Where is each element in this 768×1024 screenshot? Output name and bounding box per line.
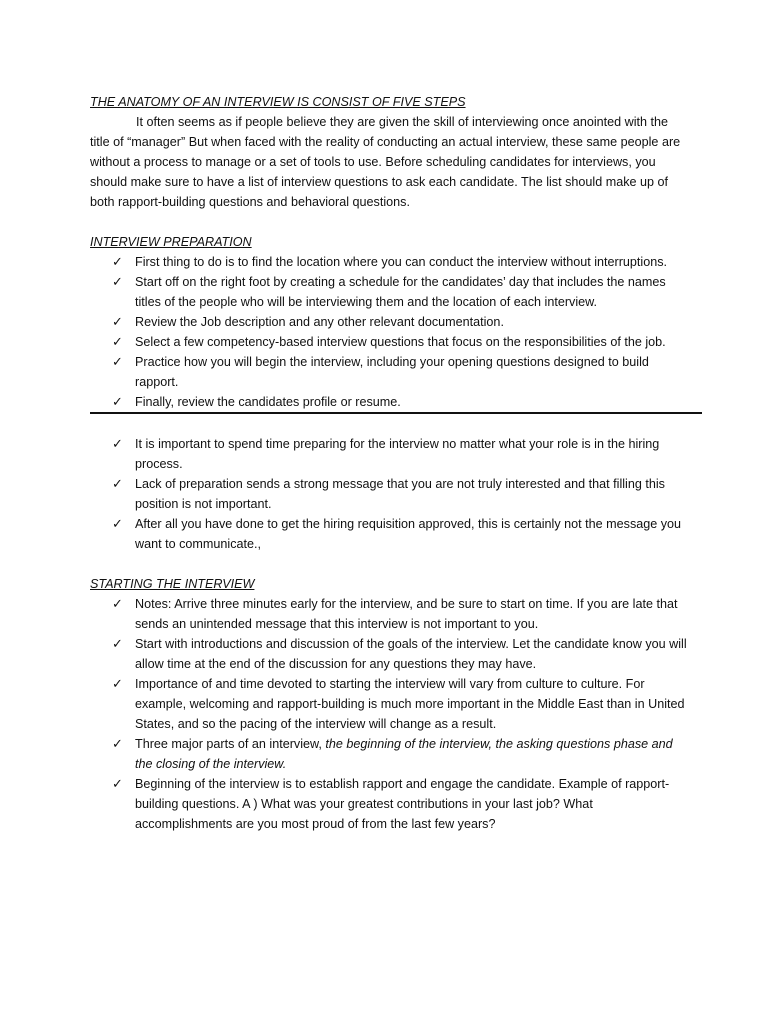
checkmark-icon: ✓ — [112, 394, 123, 409]
document-page — [90, 92, 690, 834]
section-heading-preparation: INTERVIEW PREPARATION — [90, 235, 252, 249]
list-item-text-italic: the beginning of the interview, the asking questions phase and the closing of the interview. — [135, 737, 673, 771]
checkmark-icon: ✓ — [112, 776, 123, 791]
list-item — [90, 674, 690, 734]
list-item — [90, 312, 690, 332]
checkmark-icon: ✓ — [112, 354, 123, 369]
checkmark-icon: ✓ — [112, 334, 123, 349]
preparation-list — [90, 252, 690, 412]
list-item — [90, 272, 690, 312]
checkmark-icon: ✓ — [112, 274, 123, 289]
list-item-text: Lack of preparation sends a strong message that you are not truly interested and that filling this position is not important. — [135, 477, 665, 511]
list-item-text: Start off on the right foot by creating a schedule for the candidates’ day that includes the names titles of the people who will be interviewing them and the location of each interview. — [135, 275, 666, 309]
list-item-text: Finally, review the candidates profile or resume. — [135, 395, 401, 409]
list-item-text-lead: Three major parts of an interview, — [135, 737, 326, 751]
list-item-text: It is important to spend time preparing for the interview no matter what your role is in the hiring process. — [135, 437, 660, 471]
section-heading-starting: STARTING THE INTERVIEW — [90, 577, 255, 591]
list-item-text: Review the Job description and any other relevant documentation. — [135, 315, 504, 329]
checkmark-icon: ✓ — [112, 636, 123, 651]
checkmark-icon: ✓ — [112, 676, 123, 691]
intro-paragraph: It often seems as if people believe they are given the skill of interviewing once anointed with the title of “manager” But when faced with the reality of conducting an actual interview, these same people are without a process to manage or a set of tools to use. Before scheduling candidates for interviews, you should make sure to have a list of interview questions to ask each candidate. The list should make up of both rapport-building questions and behavioral questions. — [90, 115, 681, 209]
list-item-text: Practice how you will begin the interview, including your opening questions designed to build rapport. — [135, 355, 649, 389]
list-item-text: After all you have done to get the hiring requisition approved, this is certainly not the message you want to communicate., — [135, 517, 682, 551]
list-item — [90, 332, 690, 352]
starting-list — [90, 594, 690, 834]
checkmark-icon: ✓ — [112, 314, 123, 329]
list-item-text: Start with introductions and discussion of the goals of the interview. Let the candidate know you will allow time at the end of the discussion for any questions they may have. — [135, 637, 687, 671]
list-item — [90, 252, 690, 272]
importance-list — [90, 434, 690, 554]
list-item-text: Importance of and time devoted to starting the interview will vary from culture to culture. For example, welcoming and rapport-building is much more important in the Middle East than in United States, and so the pacing of the interview will change as a result. — [135, 677, 685, 731]
checkmark-icon: ✓ — [112, 436, 123, 451]
list-item-text: Select a few competency-based interview questions that focus on the responsibilities of the job. — [135, 335, 666, 349]
spacer — [90, 414, 690, 434]
list-item — [90, 594, 690, 634]
list-item — [90, 734, 690, 774]
spacer — [90, 554, 690, 574]
checkmark-icon: ✓ — [112, 476, 123, 491]
list-item — [90, 634, 690, 674]
document-title: THE ANATOMY OF AN INTERVIEW IS CONSIST OF FIVE STEPS — [90, 95, 466, 109]
list-item — [90, 774, 690, 834]
checkmark-icon: ✓ — [112, 516, 123, 531]
list-item — [90, 392, 690, 412]
list-item — [90, 514, 690, 554]
list-item-text: Beginning of the interview is to establish rapport and engage the candidate. Example of rapport-building questions. A ) What was your greatest contributions in your last job? What accomplishments are you most proud of from the last few years? — [135, 777, 670, 831]
list-item — [90, 434, 690, 474]
list-item — [90, 474, 690, 514]
spacer — [90, 212, 690, 232]
list-item-text: First thing to do is to find the location where you can conduct the interview without interruptions. — [135, 255, 668, 269]
list-item-text: Notes: Arrive three minutes early for the interview, and be sure to start on time. If you are late that sends an unintended message that this interview is not important to you. — [135, 597, 678, 631]
checkmark-icon: ✓ — [112, 596, 123, 611]
checkmark-icon: ✓ — [112, 254, 123, 269]
list-item — [90, 352, 690, 392]
checkmark-icon: ✓ — [112, 736, 123, 751]
